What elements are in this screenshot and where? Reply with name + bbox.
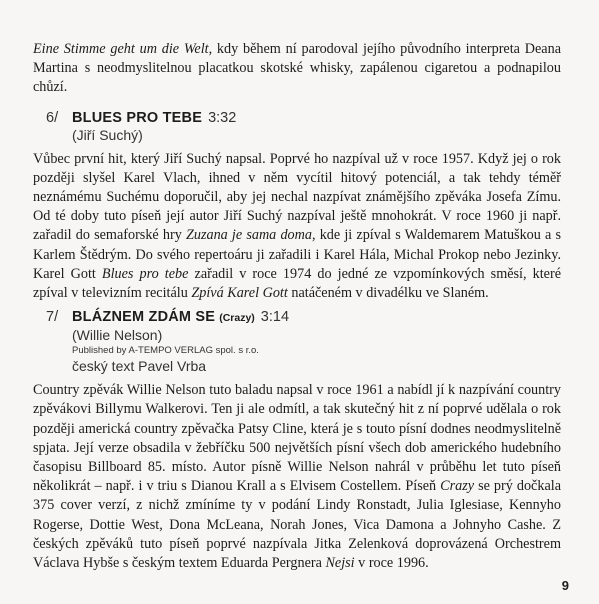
track-description (33, 381, 561, 573)
track-lyricist: český text Pavel Vrba (72, 358, 207, 375)
body-text-run: , kde ji zpíval s Waldemarem Matuškou a s Karlem Štědrým. Do svého repertoáru ji zařadili i Karel Hála, Michal Prokop nebo Jezinky. Karel Gott (33, 227, 561, 282)
body-text-run: natáčeném v divadélku ve Slaném. (287, 285, 489, 302)
track-description (33, 150, 561, 304)
track-heading (33, 309, 561, 327)
track-author: (Willie Nelson) (72, 327, 163, 344)
track-title: BLUES PRO TEBE (72, 109, 203, 126)
italic-title-text: Blues pro tebe (101, 265, 189, 282)
body-text-run: Country zpěvák Willie Nelson tuto baladu napsal v roce 1961 a nabídl jí k nazpívání country zpěvákovi Billymu Walkerovi. Ten ji ale odmítl, a tak skutečný hit z ní poprvé udělala o rok později americká country zpěvačka Patsy Cline, která je s touto písní dodnes neodmyslitelně spjata. Její verze obsadila v žebříčku 500 největších písní všech dob amerického hudebního časopisu Billboard 85. místo. Autor písně Willie Nelson nahrál v průběhu let tuto píseň několikrát – např. i v triu s Dianou Krall a s Elvisem Costellem. Píseň (33, 382, 561, 495)
track-title: BLÁZNEM ZDÁM SE (72, 309, 216, 326)
italic-title-text: Crazy (440, 478, 475, 495)
track-number: 6/ (46, 109, 59, 126)
page-number: 9 (561, 578, 569, 593)
track-number: 7/ (46, 309, 59, 326)
track-author: (Jiří Suchý) (72, 126, 143, 143)
track-7 (33, 309, 561, 573)
track-duration: 3:32 (208, 109, 237, 126)
italic-title-text: Nejsi (325, 555, 355, 572)
body-text-run: se prý dočkala 375 cover verzí, z nichž zmíníme ty v podání Lindy Ronstadt, Julia Iglesiase, Kennyho Rogerse, Dottie West, Dona McLeana, Norah Jones, Vica Damona a Johnyho Cashe. Z českých zpěváků tuto píseň poprvé nazpívala Jitka Zelenková doprovázená Orchestrem Václava Hybše s českým textem Eduarda Pergnera (33, 478, 561, 572)
intro-paragraph (33, 40, 561, 98)
track-duration: 3:14 (260, 309, 290, 326)
track-original-title: (Crazy) (219, 312, 255, 325)
italic-title-text: Zpívá Karel Gott (191, 285, 288, 302)
track-publisher: Published by A-TEMPO VERLAG spol. s r.o. (72, 345, 259, 357)
body-text-run: , kdy během ní parodoval jejího původního interpreta Deana Martina s neodmyslitelnou placatkou skotské whisky, zapálenou cigaretou a podnapilou chůzí. (33, 41, 561, 96)
body-text-run: v roce 1996. (354, 555, 429, 572)
track-heading (33, 110, 561, 127)
italic-title-text: Eine Stimme geht um die Welt (33, 41, 209, 57)
italic-title-text: Zuzana je sama doma (185, 227, 312, 244)
body-text-run: zařadil v roce 1974 do jedné ze vzpomínkových směsí, které zpíval v televizním recitálu (33, 265, 561, 302)
booklet-page (33, 40, 561, 573)
body-text-run: Vůbec první hit, který Jiří Suchý napsal. Poprvé ho nazpíval už v roce 1957. Když jej o rok později slyšel Karel Vlach, ihned v něm vycítil hitový potenciál, a tak tehdy téměř neznámému Suchému doporučil, aby jej nechal nazpívat známějšího zpěváka Josefa Zímu. Od té doby tuto píseň její autor Jiří Suchý nazpíval ještě mnohokrát. V roce 1960 ji např. zařadil do semaforské hry (33, 150, 561, 244)
track-6 (33, 110, 561, 304)
